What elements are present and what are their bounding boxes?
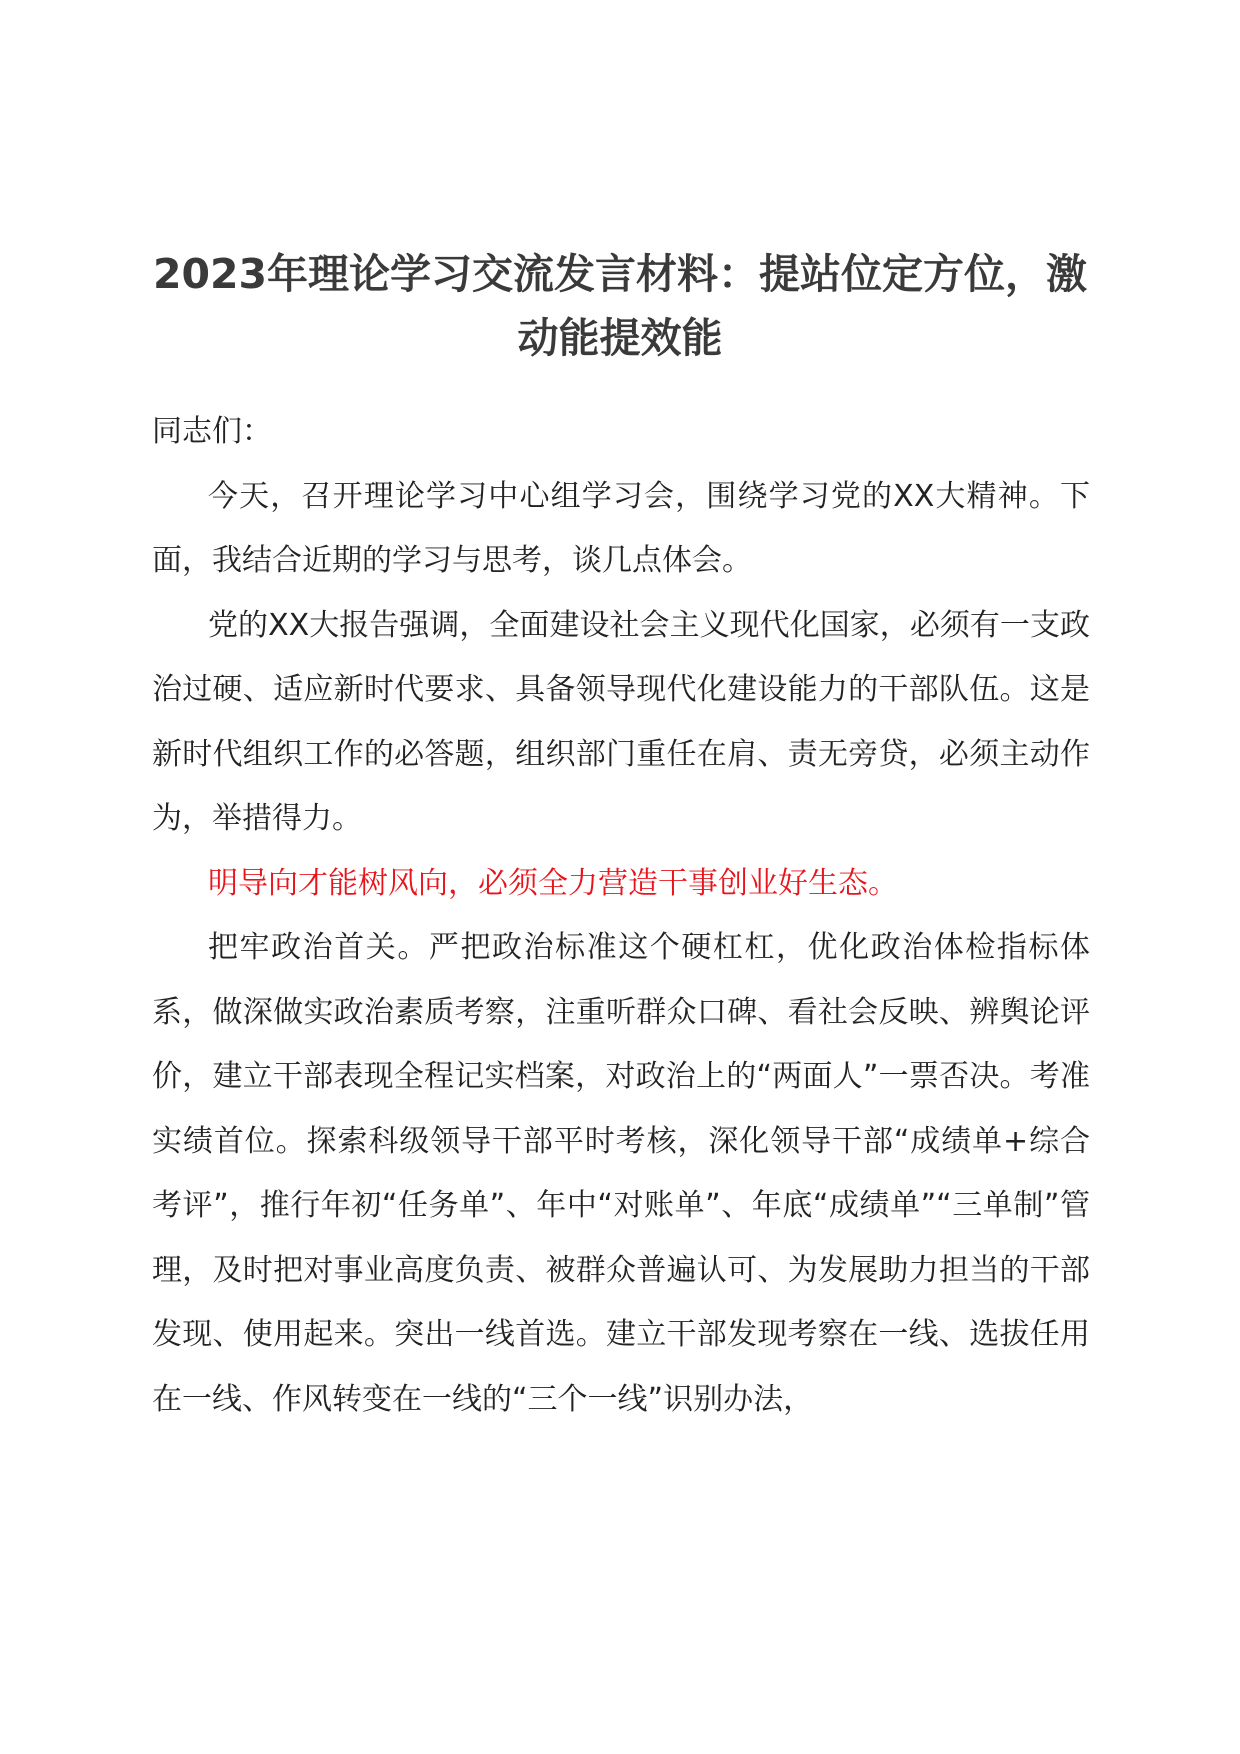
paragraph-intro: 今天，召开理论学习中心组学习会，围绕学习党的XX大精神。下面，我结合近期的学习与思考，谈几点体会。	[152, 478, 1090, 578]
paragraph-report: 党的XX大报告强调，全面建设社会主义现代化国家，必须有一支政治过硬、适应新时代要求、具备领导现代化建设能力的干部队伍。这是新时代组织工作的必答题，组织部门重任在肩、责无旁贷，必须主动作为，举措得力。	[152, 607, 1090, 836]
document-body	[152, 400, 1090, 1432]
section-heading-red: 明导向才能树风向，必须全力营造干事创业好生态。	[208, 865, 898, 901]
salutation: 同志们：	[152, 414, 272, 449]
paragraph-measures: 把牢政治首关。严把政治标准这个硬杠杠，优化政治体检指标体系，做深做实政治素质考察，注重听群众口碑、看社会反映、辨舆论评价，建立干部表现全程记实档案，对政治上的“两面人”一票否决。考准实绩首位。探索科级领导干部平时考核，深化领导干部“成绩单+综合考评”，推行年初“任务单”、年中“对账单”、年底“成绩单”“三单制”管理，及时把对事业高度负责、被群众普遍认可、为发展助力担当的干部发现、使用起来。突出一线首选。建立干部发现考察在一线、选拔任用在一线、作风转变在一线的“三个一线”识别办法，	[152, 930, 1090, 1417]
document-title: 2023年理论学习交流发言材料：提站位定方位，激动能提效能	[152, 250, 1088, 362]
